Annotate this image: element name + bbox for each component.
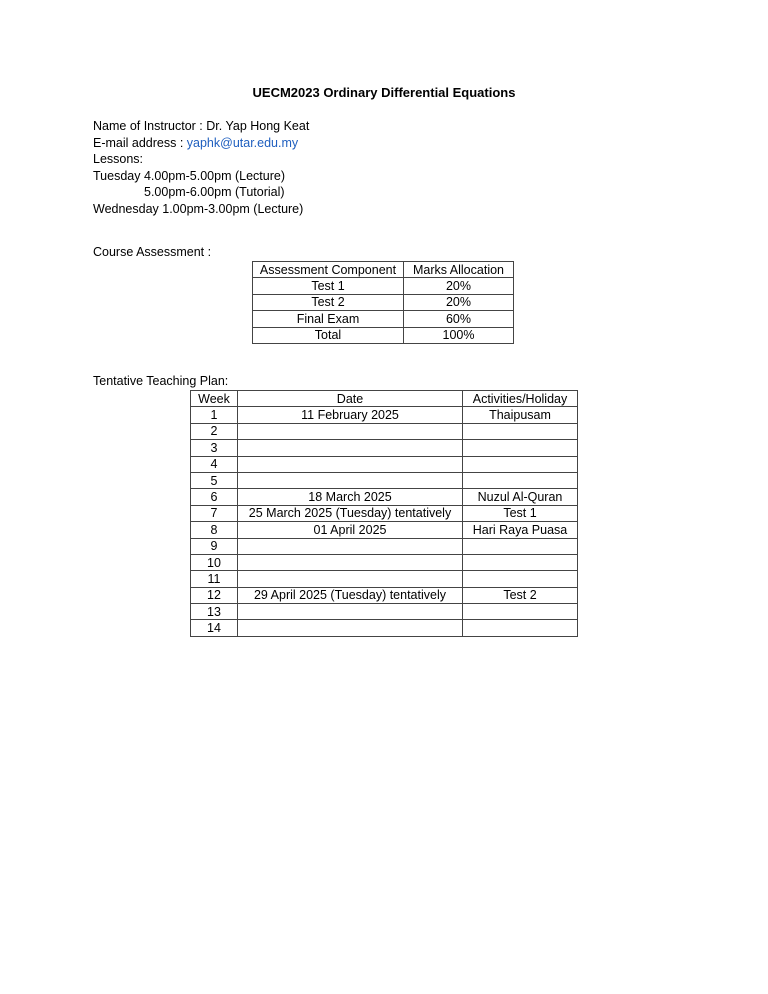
table-cell (463, 571, 578, 587)
table-cell (463, 472, 578, 488)
table-row (191, 407, 578, 423)
table-cell: Test 1 (463, 505, 578, 521)
table-row (191, 604, 578, 620)
table-cell (463, 604, 578, 620)
table-cell (238, 620, 463, 636)
table-cell: 13 (191, 604, 238, 620)
table-row (191, 554, 578, 570)
table-cell: Hari Raya Puasa (463, 522, 578, 538)
header-cell: Assessment Component (253, 262, 404, 278)
table-row (191, 522, 578, 538)
table-cell: Test 2 (253, 294, 404, 310)
lesson-line-3: Wednesday 1.00pm-3.00pm (Lecture) (93, 201, 304, 216)
table-row (191, 571, 578, 587)
instructor-line (93, 118, 309, 135)
table-header-row (191, 391, 578, 407)
course-info (93, 118, 309, 218)
table-cell (463, 620, 578, 636)
table-cell: Test 2 (463, 587, 578, 603)
table-row (191, 456, 578, 472)
table-cell (463, 456, 578, 472)
table-cell: Test 1 (253, 278, 404, 294)
teaching-plan-table (190, 390, 578, 637)
table-cell (238, 423, 463, 439)
table-cell: 7 (191, 505, 238, 521)
table-cell: 14 (191, 620, 238, 636)
table-cell: 10 (191, 554, 238, 570)
lesson-line-1: Tuesday 4.00pm-5.00pm (Lecture) (93, 168, 285, 183)
table-cell (463, 538, 578, 554)
table-cell (463, 440, 578, 456)
table-row (253, 327, 514, 343)
table-cell (238, 538, 463, 554)
table-cell: 100% (404, 327, 514, 343)
table-row (253, 311, 514, 327)
table-cell: 20% (404, 278, 514, 294)
table-cell: 2 (191, 423, 238, 439)
header-cell: Marks Allocation (404, 262, 514, 278)
table-cell: 12 (191, 587, 238, 603)
teaching-plan-label: Tentative Teaching Plan: (93, 374, 229, 388)
header-cell: Week (191, 391, 238, 407)
table-cell: Final Exam (253, 311, 404, 327)
email-label: E-mail address : (93, 135, 187, 150)
table-row (191, 423, 578, 439)
table-cell (238, 472, 463, 488)
email-link[interactable]: yaphk@utar.edu.my (186, 135, 299, 150)
table-cell (238, 571, 463, 587)
table-row (253, 278, 514, 294)
lessons-label: Lessons: (93, 152, 144, 167)
instructor-label: Name of Instructor : (93, 119, 207, 133)
table-row (253, 294, 514, 310)
table-cell (463, 423, 578, 439)
table-cell: 11 (191, 571, 238, 587)
table-cell (238, 440, 463, 456)
table-cell: 3 (191, 440, 238, 456)
table-cell (238, 554, 463, 570)
table-cell: 01 April 2025 (238, 522, 463, 538)
table-row (191, 587, 578, 603)
table-cell: 4 (191, 456, 238, 472)
email-line (93, 135, 309, 152)
assessment-table (252, 261, 514, 344)
course-assessment-label: Course Assessment : (93, 245, 212, 259)
table-cell: 9 (191, 538, 238, 554)
table-cell: 29 April 2025 (Tuesday) tentatively (238, 587, 463, 603)
header-cell: Date (238, 391, 463, 407)
table-cell: 60% (404, 311, 514, 327)
table-row (191, 505, 578, 521)
table-row (191, 440, 578, 456)
table-cell: 18 March 2025 (238, 489, 463, 505)
table-cell (463, 554, 578, 570)
table-cell: 8 (191, 522, 238, 538)
table-cell: 20% (404, 294, 514, 310)
table-row (191, 620, 578, 636)
table-cell: Total (253, 327, 404, 343)
table-cell: Nuzul Al-Quran (463, 489, 578, 505)
lesson-line-2: 5.00pm-6.00pm (Tutorial) (144, 185, 285, 200)
table-cell: 25 March 2025 (Tuesday) tentatively (238, 505, 463, 521)
table-cell: 5 (191, 472, 238, 488)
table-cell: Thaipusam (463, 407, 578, 423)
table-row (191, 538, 578, 554)
table-row (191, 489, 578, 505)
instructor-name: Dr. Yap Hong Keat (206, 119, 310, 133)
table-cell (238, 604, 463, 620)
table-cell (238, 456, 463, 472)
header-cell: Activities/Holiday (463, 391, 578, 407)
table-row (191, 472, 578, 488)
table-cell: 11 February 2025 (238, 407, 463, 423)
table-cell: 1 (191, 407, 238, 423)
table-header-row (253, 262, 514, 278)
table-cell: 6 (191, 489, 238, 505)
document-title: UECM2023 Ordinary Differential Equations (252, 85, 516, 100)
